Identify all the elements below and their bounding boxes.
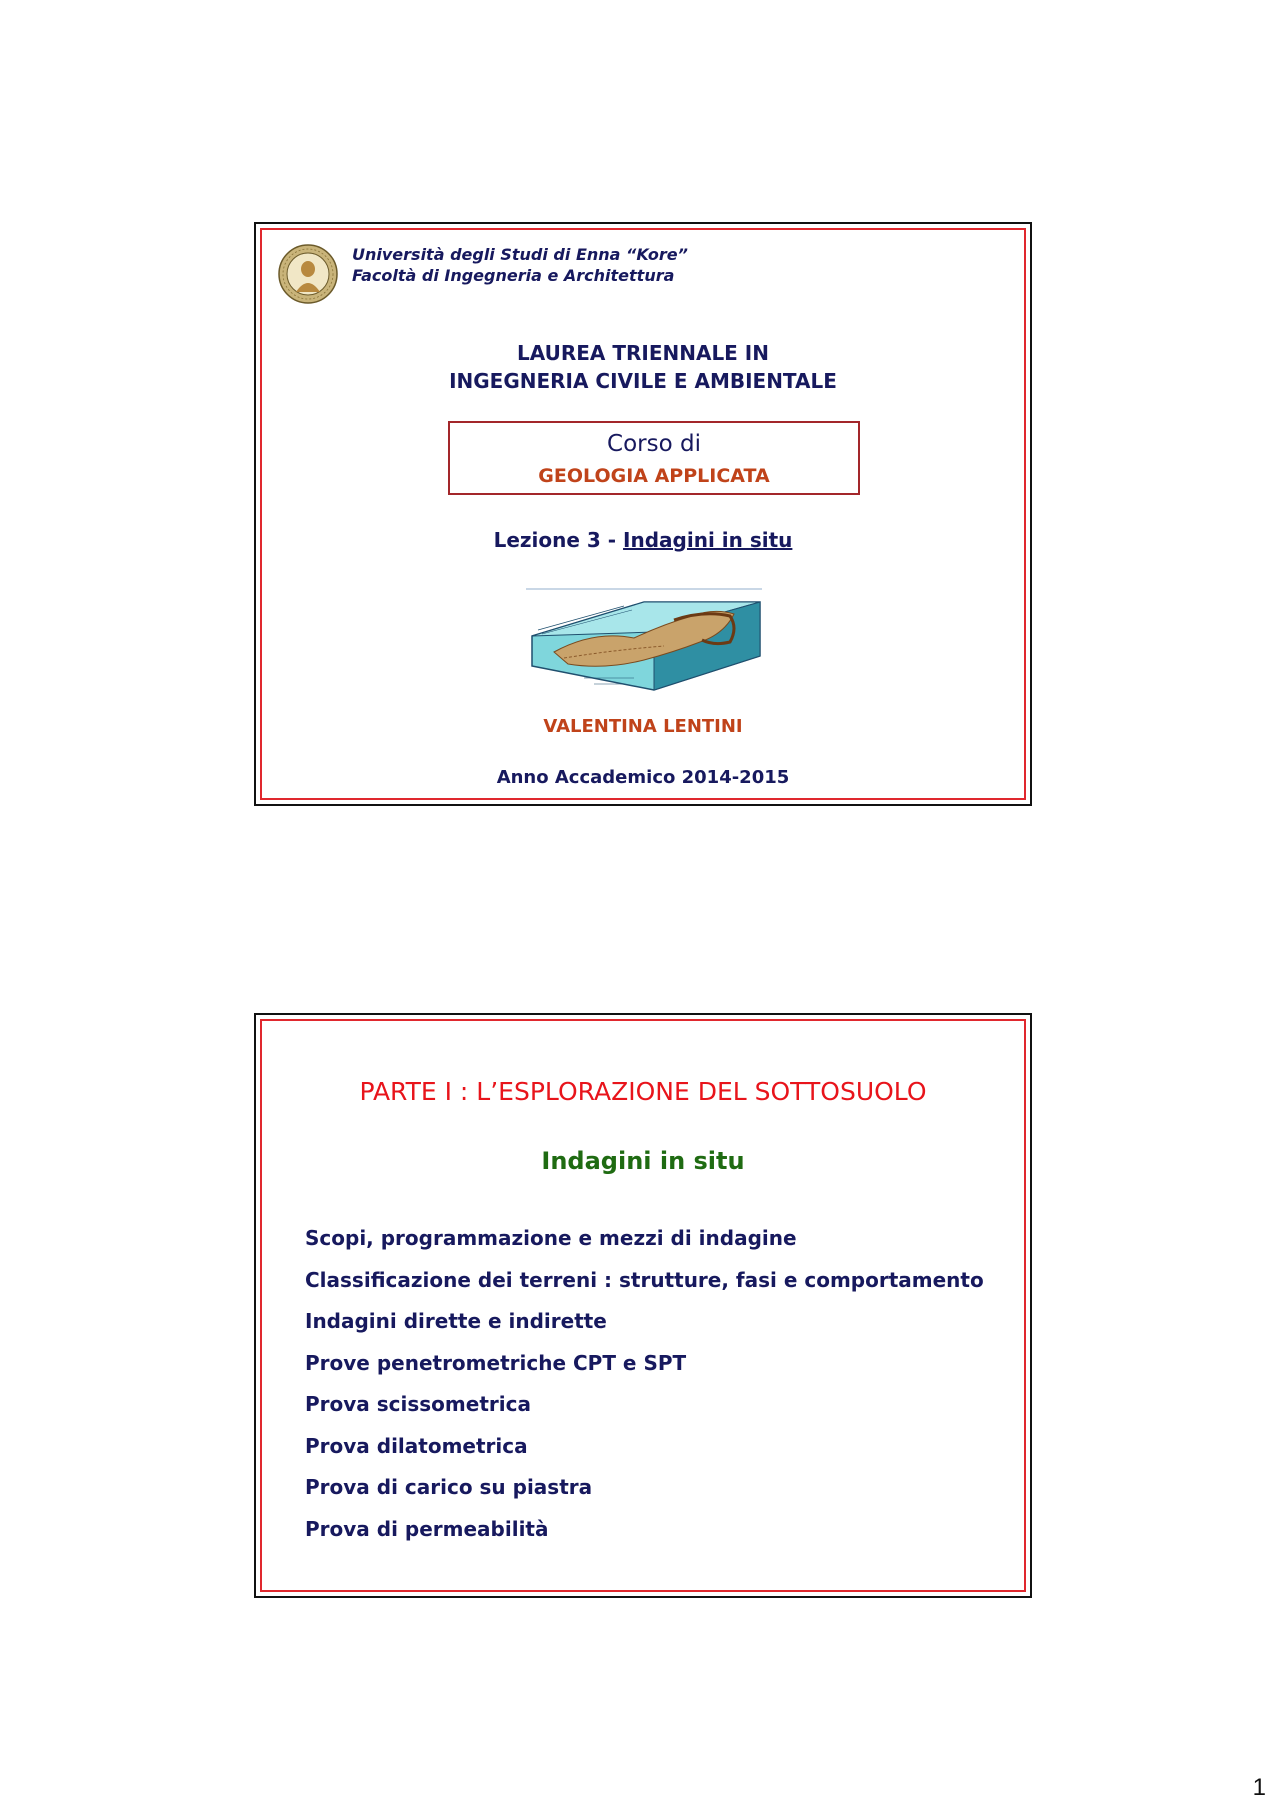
list-item: Indagini dirette e indirette <box>305 1309 607 1333</box>
part-title: PARTE I : L’ESPLORAZIONE DEL SOTTOSUOLO <box>359 1077 927 1106</box>
lesson-topic: Indagini in situ <box>623 528 793 552</box>
degree-title <box>262 339 1024 395</box>
slide-frame <box>260 228 1026 800</box>
list-item: Scopi, programmazione e mezzi di indagine <box>305 1226 797 1250</box>
list-item: Prove penetrometriche CPT e SPT <box>305 1350 687 1375</box>
list-item: Prova scissometrica <box>305 1392 531 1416</box>
author-name: VALENTINA LENTINI <box>543 716 743 737</box>
degree-line-1: LAUREA TRIENNALE IN <box>516 341 769 365</box>
university-seal-icon <box>278 244 338 304</box>
landslide-illustration <box>524 586 764 696</box>
course-box <box>448 421 860 495</box>
slide-contents <box>254 1013 1032 1598</box>
topic-list <box>305 1218 984 1550</box>
degree-line-2: INGEGNERIA CIVILE E AMBIENTALE <box>449 369 837 393</box>
list-item: Classificazione dei terreni : strutture, fasi e comportamento <box>305 1267 984 1292</box>
course-name: GEOLOGIA APPLICATA <box>538 465 770 487</box>
lesson-prefix: Lezione 3 - <box>493 528 624 552</box>
list-item: Prova dilatometrica <box>305 1433 528 1458</box>
course-label: Corso di <box>607 431 701 457</box>
university-name: Università degli Studi di Enna “Kore” <box>352 245 688 264</box>
list-item: Prova di carico su piastra <box>305 1475 593 1499</box>
list-item: Prova di permeabilità <box>305 1516 549 1541</box>
institution-header <box>352 244 688 286</box>
faculty-name: Facoltà di Ingegneria e Architettura <box>352 266 675 285</box>
academic-year: Anno Accademico 2014-2015 <box>496 767 790 788</box>
page-number: 1 <box>1252 1774 1266 1801</box>
slide-title <box>254 222 1032 806</box>
slide-frame <box>260 1019 1026 1592</box>
lesson-title <box>262 528 1024 552</box>
section-title: Indagini in situ <box>541 1147 745 1175</box>
